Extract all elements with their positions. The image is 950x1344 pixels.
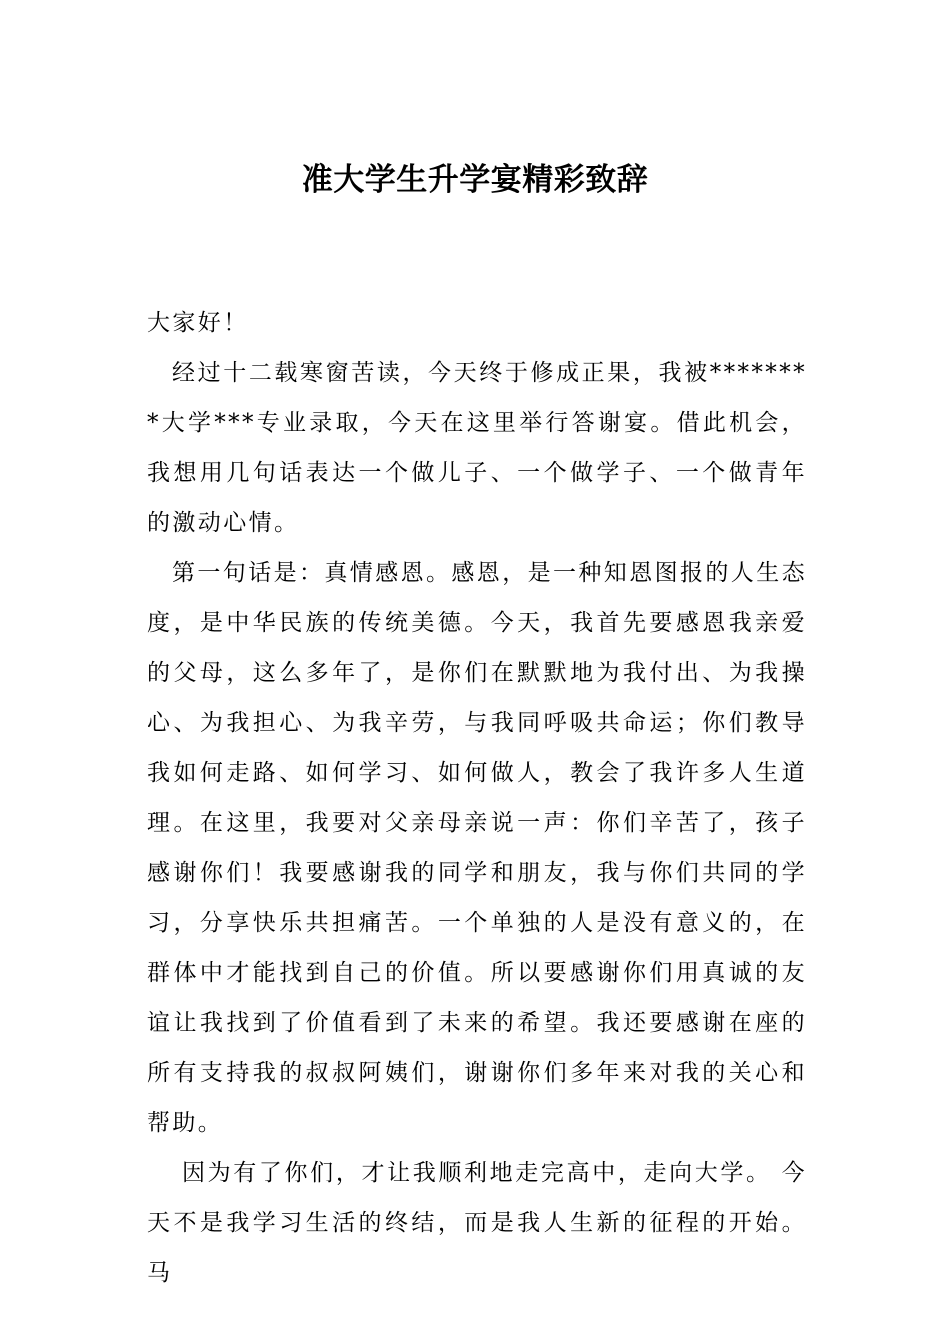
paragraph-greeting: 大家好！ <box>147 310 249 336</box>
paragraph-gratitude: 第一句话是：真情感恩。感恩，是一种知恩图报的人生态度，是中华民族的传统美德。今天，我首先要感恩我亲爱的父母，这么多年了，是你们在默默地为我付出、为我操心、为我担心、为我辛劳，与我同呼吸共命运；你们教导我如何走路、如何学习、如何做人，教会了我许多人生道理。在这里，我要对父亲母亲说一声：你们辛苦了，孩子感谢你们！我要感谢我的同学和朋友，我与你们共同的学习，分享快乐共担痛苦。一个单独的人是没有意义的，在群体中才能找到自己的价值。所以要感谢你们用真诚的友谊让我找到了价值看到了未来的希望。我还要感谢在座的所有支持我的叔叔阿姨们，谢谢你们多年来对我的关心和帮助。 <box>147 560 807 1136</box>
paragraph-admission: 经过十二载寒窗苦读，今天终于修成正果，我被********大学***专业录取，今天在这里举行答谢宴。借此机会，我想用几句话表达一个做儿子、一个做学子、一个做青年的激动心情。 <box>147 360 807 536</box>
document-title: 准大学生升学宴精彩致辞 <box>301 162 649 198</box>
document-body <box>147 298 807 1298</box>
paragraph-new-journey: 因为有了你们，才让我顺利地走完高中，走向大学。 今天不是我学习生活的终结，而是我人生新的征程的开始。马 <box>147 1160 807 1286</box>
